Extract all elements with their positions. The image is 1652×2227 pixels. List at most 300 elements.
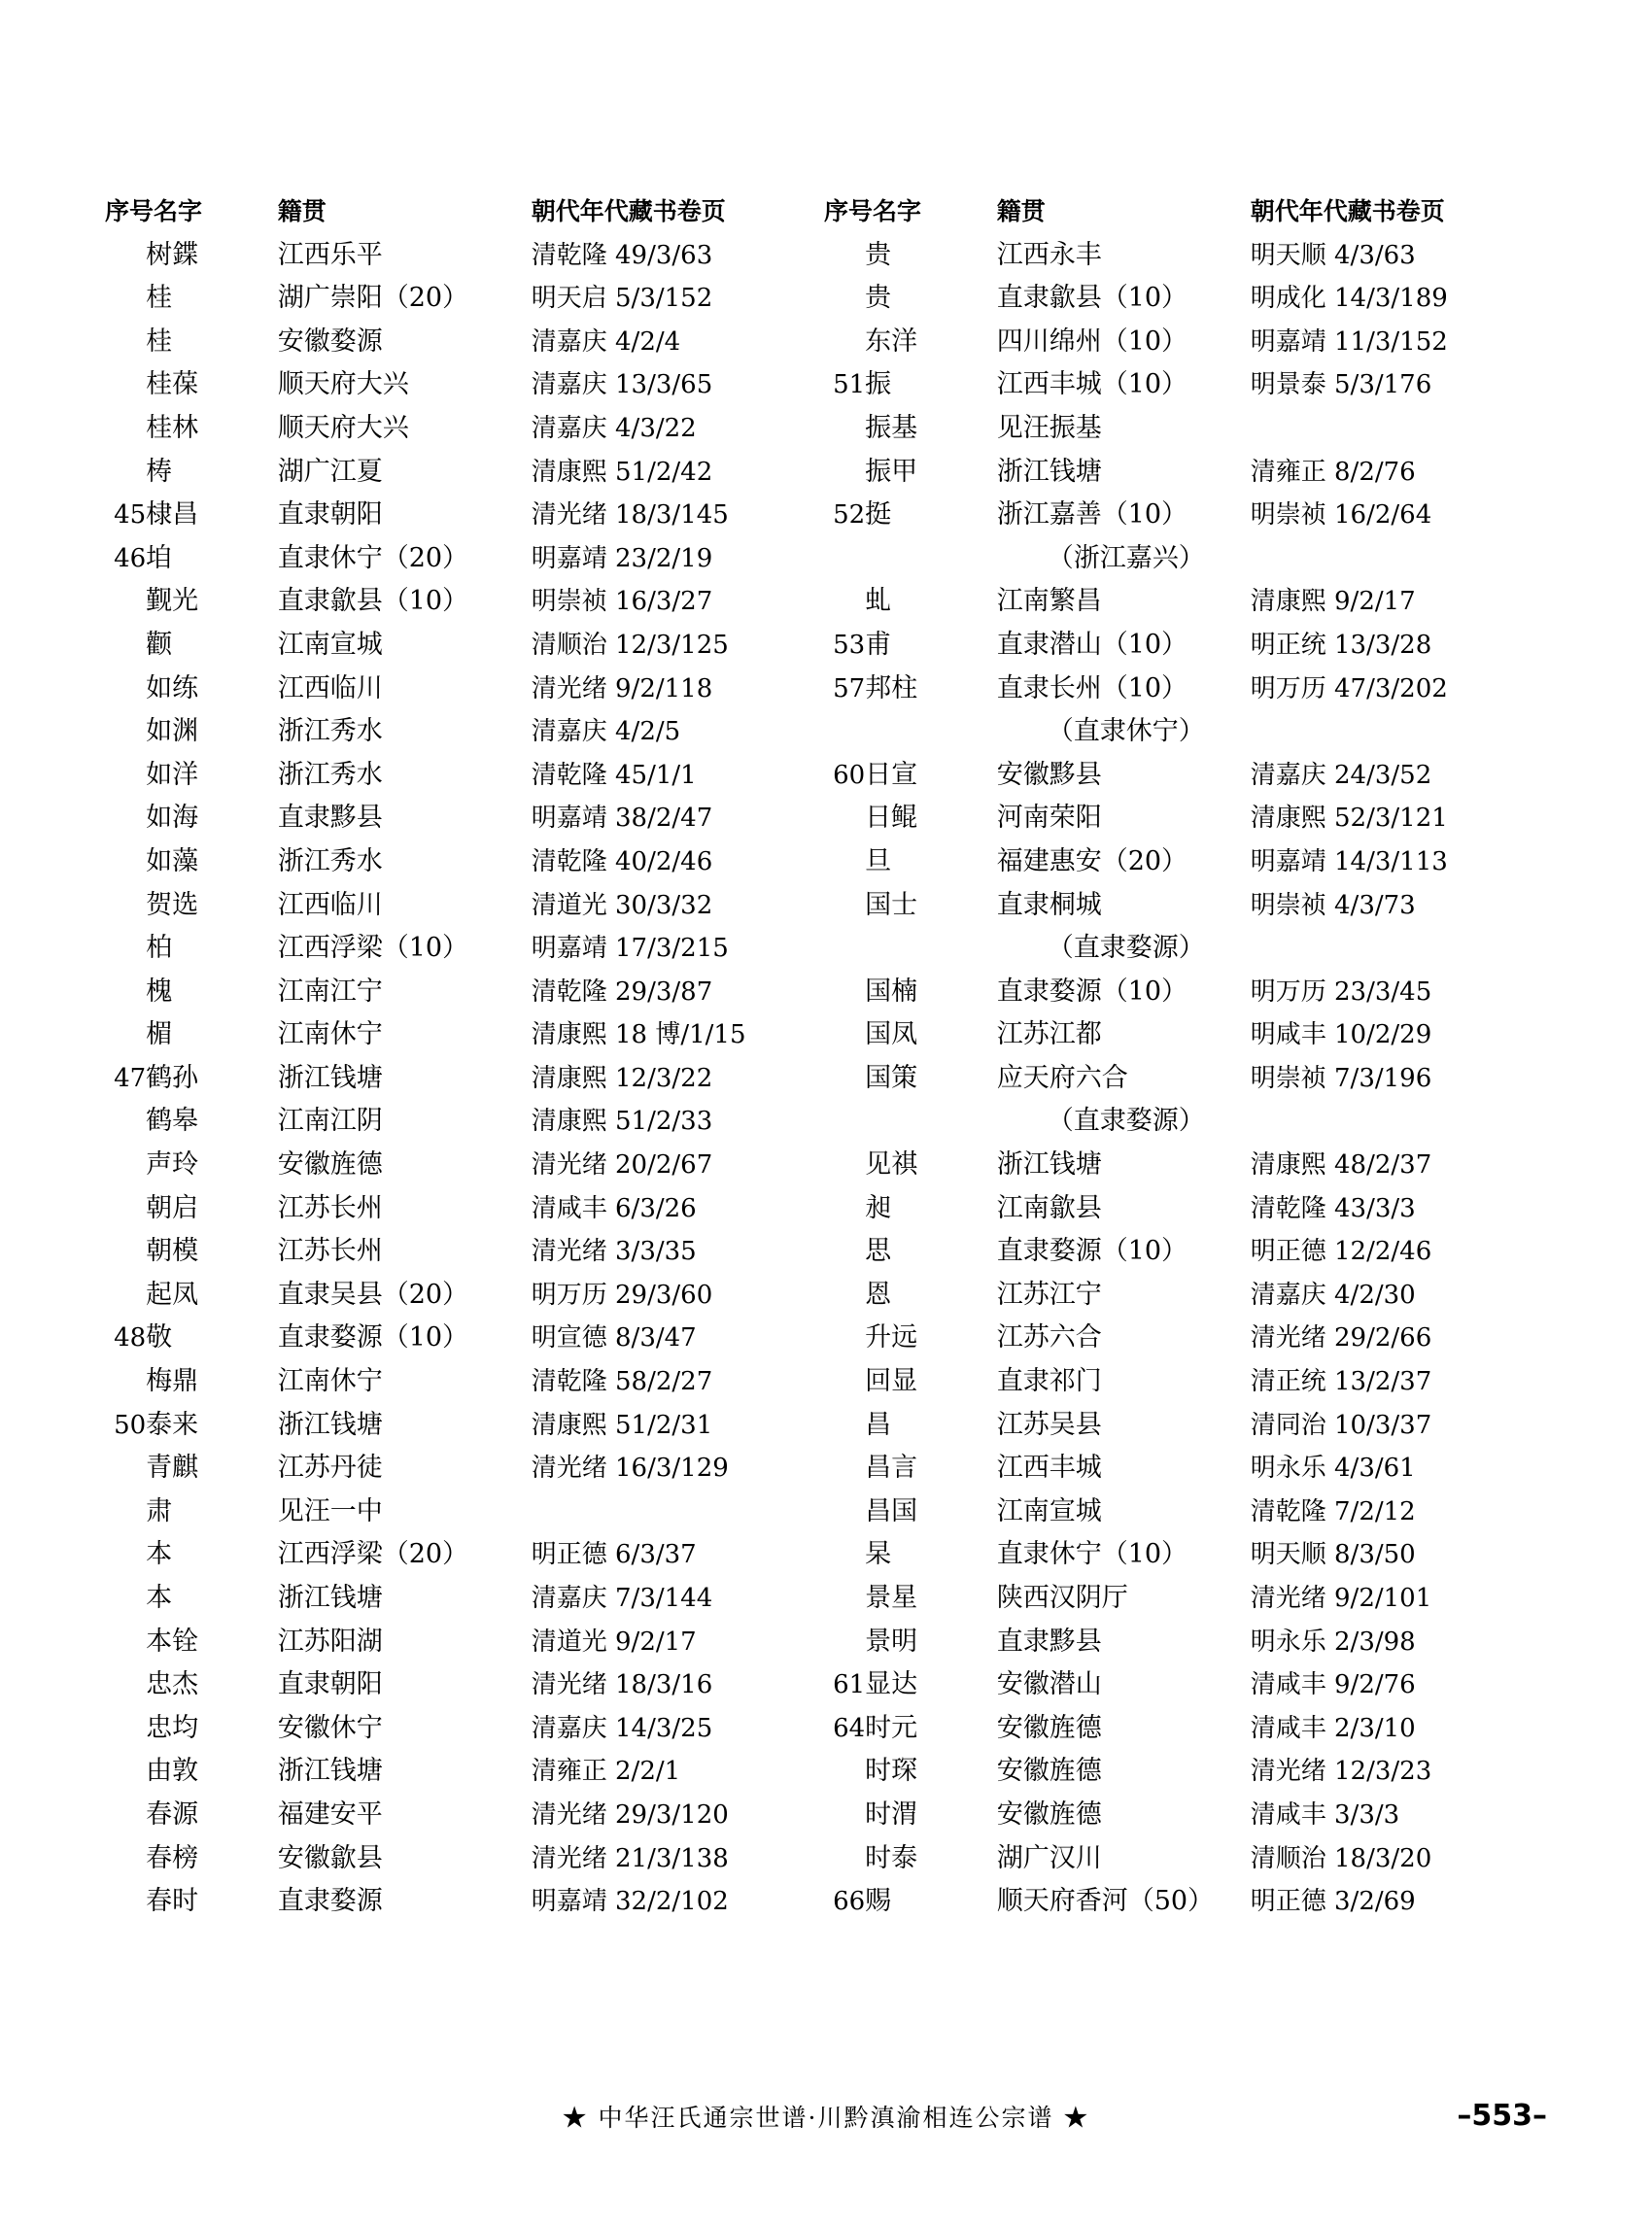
row-origin: 应天府六合 — [996, 1062, 1128, 1093]
header-seq-name-left: 序号名字 — [105, 197, 203, 225]
row-person-name: 振甲 — [865, 456, 918, 487]
row-reference: 明嘉靖 23/2/19 — [531, 543, 713, 573]
row-origin: 浙江钱塘 — [277, 1756, 383, 1787]
row-origin: 浙江钱塘 — [277, 1062, 383, 1093]
row-person-name: 树鍱 — [146, 239, 199, 270]
row-sequence-number — [105, 1013, 146, 1057]
row-reference: 清顺治 12/3/125 — [531, 630, 729, 660]
row-origin: 顺天府大兴 — [277, 412, 409, 443]
row-person-name: 朝启 — [146, 1192, 199, 1223]
row-person-name: 桂葆 — [146, 369, 199, 400]
row-sequence-number — [105, 1837, 146, 1881]
row-reference — [1251, 927, 1543, 971]
row-sequence-number — [824, 1404, 865, 1448]
table-row — [824, 1577, 1543, 1621]
row-reference: 明嘉靖 38/2/47 — [531, 804, 713, 834]
row-sequence-number — [105, 710, 146, 754]
row-origin: 江南宣城 — [996, 1495, 1102, 1526]
row-origin: 直隶朝阳 — [277, 499, 383, 531]
table-row — [824, 668, 1543, 711]
index-columns — [0, 190, 1652, 1924]
row-origin: 湖广崇阳（20） — [277, 283, 469, 314]
header-origin-right: 籍贯 — [996, 197, 1046, 225]
row-person-name: 春时 — [146, 1886, 199, 1917]
row-reference: 清道光 30/3/32 — [531, 890, 713, 920]
row-reference: 明成化 14/3/189 — [1250, 284, 1448, 314]
row-origin: 浙江钱塘 — [996, 1149, 1102, 1181]
right-table-body — [824, 234, 1543, 1924]
row-reference: 明万历 29/3/60 — [531, 1280, 713, 1310]
row-person-name: 梼 — [146, 456, 173, 487]
row-reference — [1251, 407, 1543, 451]
row-sequence-number — [824, 1317, 865, 1360]
table-row — [105, 1533, 824, 1577]
row-person-name: 时渭 — [865, 1799, 918, 1830]
row-origin: 直隶歙县（10） — [277, 586, 469, 617]
table-row — [824, 363, 1543, 407]
row-origin: 安徽旌德 — [996, 1712, 1102, 1743]
row-person-name: 昌 — [865, 1409, 892, 1440]
row-reference: 清光绪 29/3/120 — [531, 1799, 729, 1830]
row-sequence-number — [105, 1230, 146, 1274]
table-row — [824, 1490, 1543, 1534]
row-reference: 明崇祯 7/3/196 — [1250, 1063, 1432, 1093]
row-person-name: 如海 — [146, 803, 199, 834]
row-reference: 明永乐 2/3/98 — [1250, 1627, 1416, 1657]
row-origin: 江苏丹徒 — [277, 1453, 383, 1484]
row-sequence-number: 53 — [833, 630, 866, 660]
row-sequence-number — [824, 971, 865, 1014]
table-row — [824, 234, 1543, 278]
row-reference: 明天启 5/3/152 — [531, 284, 713, 314]
table-row — [824, 1707, 1543, 1751]
row-origin: 江西永丰 — [996, 239, 1102, 270]
row-person-name: 振 — [865, 369, 892, 400]
row-sequence-number: 50 — [114, 1410, 147, 1440]
table-row — [105, 1447, 824, 1490]
row-person-name: 虬 — [865, 586, 892, 617]
row-sequence-number — [105, 1663, 146, 1707]
row-person-name: 棣昌 — [146, 499, 199, 531]
row-person-name: 忠均 — [146, 1712, 199, 1743]
row-sequence-number — [824, 1360, 865, 1404]
row-reference: 清乾隆 29/3/87 — [531, 976, 713, 1007]
table-row — [824, 1230, 1543, 1274]
row-origin: 直隶吴县（20） — [277, 1279, 469, 1310]
table-row — [105, 840, 824, 884]
row-sequence-number — [824, 1057, 865, 1101]
row-reference: 清嘉庆 4/2/30 — [1250, 1280, 1416, 1310]
table-row — [105, 494, 824, 537]
row-reference: 清康熙 51/2/33 — [531, 1107, 713, 1137]
row-reference: 明嘉靖 14/3/113 — [1250, 846, 1448, 876]
row-person-name: 升远 — [865, 1322, 918, 1353]
table-row — [105, 1880, 824, 1924]
row-reference: 清雍正 8/2/76 — [1250, 457, 1416, 487]
row-person-name: 桂 — [146, 283, 173, 314]
row-reference — [1251, 710, 1543, 754]
row-reference: 清康熙 51/2/31 — [531, 1410, 713, 1440]
row-sequence-number — [824, 580, 865, 624]
row-sequence-number — [105, 1490, 146, 1534]
row-sequence-number — [824, 1533, 865, 1577]
row-person-name: 本 — [146, 1583, 173, 1613]
table-row — [105, 451, 824, 495]
row-origin: 安徽旌德 — [996, 1799, 1102, 1830]
row-sequence-number — [824, 1621, 865, 1664]
row-person-name: 日宣 — [865, 759, 918, 790]
row-reference: 明万历 47/3/202 — [1250, 673, 1448, 703]
row-person-name: 邦柱 — [865, 672, 918, 703]
footer-title: ★ 中华汪氏通宗世谱·川黔滇渝相连公宗谱 ★ — [562, 2104, 1090, 2132]
row-sequence-number: 46 — [114, 543, 147, 573]
row-reference: 清咸丰 3/3/3 — [1250, 1799, 1400, 1830]
row-reference: 清康熙 9/2/17 — [1250, 587, 1416, 617]
table-row — [105, 1663, 824, 1707]
row-reference: 清康熙 51/2/42 — [531, 457, 713, 487]
table-row — [105, 1274, 824, 1318]
row-origin: 江南歙县 — [996, 1192, 1102, 1223]
row-person-name: 国士 — [865, 889, 918, 920]
table-row — [105, 754, 824, 798]
row-sequence-number — [824, 407, 865, 451]
table-row — [105, 797, 824, 840]
table-row — [105, 1577, 824, 1621]
row-sequence-number — [824, 840, 865, 884]
row-reference: 明正德 12/2/46 — [1250, 1237, 1432, 1267]
row-sequence-number — [105, 234, 146, 278]
row-reference — [1251, 537, 1543, 581]
row-sequence-number — [105, 1447, 146, 1490]
table-row — [105, 624, 824, 668]
header-seq-name-right: 序号名字 — [824, 197, 922, 225]
row-person-name: 思 — [865, 1236, 892, 1267]
row-sequence-number — [824, 710, 865, 754]
row-origin: 安徽潜山 — [996, 1669, 1102, 1700]
row-origin: 安徽歙县 — [277, 1842, 383, 1873]
row-origin: 直隶婺源（10） — [996, 976, 1188, 1007]
row-origin: 见汪振基 — [996, 412, 1102, 443]
row-sequence-number: 52 — [833, 500, 866, 531]
row-person-name: 桂林 — [146, 412, 199, 443]
row-origin: 安徽婺源 — [277, 325, 383, 357]
row-reference: 清康熙 52/3/121 — [1250, 804, 1448, 834]
row-sequence-number: 51 — [833, 370, 866, 400]
table-row — [105, 927, 824, 971]
row-person-name: 敬 — [146, 1322, 173, 1353]
row-origin: 直隶婺源（10） — [277, 1322, 469, 1353]
row-sequence-number: 60 — [833, 760, 866, 790]
row-sequence-number — [105, 407, 146, 451]
table-row — [105, 884, 824, 928]
row-sequence-number — [824, 1490, 865, 1534]
right-column-block — [824, 190, 1543, 1924]
row-origin: 直隶长州（10） — [996, 672, 1188, 703]
row-origin: 江南江宁 — [277, 976, 383, 1007]
table-row — [824, 1750, 1543, 1794]
page-number: –553– — [1457, 2099, 1547, 2133]
row-reference: 清乾隆 43/3/3 — [1250, 1193, 1416, 1223]
row-person-name: 桂 — [146, 325, 173, 357]
row-sequence-number — [105, 840, 146, 884]
table-row — [105, 1187, 824, 1231]
row-reference: 明咸丰 10/2/29 — [1250, 1020, 1432, 1050]
row-origin: 江西丰城 — [996, 1453, 1102, 1484]
row-person-name: 朝模 — [146, 1236, 199, 1267]
table-row — [105, 407, 824, 451]
row-reference: 明永乐 4/3/61 — [1250, 1454, 1416, 1484]
row-person-name: 青麒 — [146, 1453, 199, 1484]
row-sequence-number — [105, 754, 146, 798]
table-row — [105, 668, 824, 711]
row-origin: 直隶潜山（10） — [996, 629, 1188, 660]
row-reference: 清光绪 18/3/16 — [531, 1670, 713, 1700]
table-row — [105, 1100, 824, 1144]
row-sequence-number — [105, 1750, 146, 1794]
row-origin: 江西乐平 — [277, 239, 383, 270]
row-sequence-number — [105, 1533, 146, 1577]
row-person-name: 声玲 — [146, 1149, 199, 1181]
row-person-name: 杲 — [865, 1539, 892, 1570]
row-sequence-number: 66 — [833, 1887, 866, 1917]
row-person-name: 时泰 — [865, 1842, 918, 1873]
header-origin-left: 籍贯 — [277, 197, 327, 225]
row-sequence-number — [105, 797, 146, 840]
page-footer — [0, 2099, 1652, 2138]
row-origin: 直隶黟县 — [277, 803, 383, 834]
right-table-header-row — [824, 190, 1543, 234]
row-person-name: 如渊 — [146, 716, 199, 747]
row-reference: 清同治 10/3/37 — [1250, 1410, 1432, 1440]
row-sequence-number — [105, 1144, 146, 1187]
row-origin: 江苏江都 — [996, 1019, 1102, 1050]
table-row — [824, 971, 1543, 1014]
row-reference: 明正统 13/3/28 — [1250, 630, 1432, 660]
row-person-name: 起凤 — [146, 1279, 199, 1310]
row-person-name: 日鲲 — [865, 803, 918, 834]
row-origin: 浙江秀水 — [277, 759, 383, 790]
row-reference: 清雍正 2/2/1 — [531, 1757, 681, 1787]
row-origin: 江南繁昌 — [996, 586, 1102, 617]
row-origin: 直隶休宁（20） — [277, 542, 469, 573]
row-sequence-number: 57 — [833, 673, 866, 703]
row-reference: 清光绪 18/3/145 — [531, 500, 729, 531]
row-reference: 清咸丰 6/3/26 — [531, 1193, 697, 1223]
table-row — [824, 624, 1543, 668]
table-row — [105, 321, 824, 364]
row-person-name: 本 — [146, 1539, 173, 1570]
table-row — [824, 884, 1543, 928]
row-origin: 江西临川 — [277, 672, 383, 703]
table-row — [105, 234, 824, 278]
row-origin: 直隶桐城 — [996, 889, 1102, 920]
table-row — [105, 1013, 824, 1057]
row-origin: 浙江钱塘 — [277, 1583, 383, 1613]
table-row — [824, 1013, 1543, 1057]
row-origin: 直隶歙县（10） — [996, 283, 1188, 314]
row-person-name: 肃 — [146, 1495, 173, 1526]
row-reference: 清嘉庆 14/3/25 — [531, 1713, 713, 1743]
row-origin: 江南休宁 — [277, 1019, 383, 1050]
row-person-name: 如练 — [146, 672, 199, 703]
row-reference: 清咸丰 2/3/10 — [1250, 1713, 1416, 1743]
row-reference: 明天顺 4/3/63 — [1250, 240, 1416, 270]
row-person-name: 颧 — [146, 629, 173, 660]
row-person-name: 鹤皋 — [146, 1106, 199, 1137]
table-row — [824, 1447, 1543, 1490]
row-person-name: 甫 — [865, 629, 892, 660]
row-person-name: 由敦 — [146, 1756, 199, 1787]
row-person-name: 昌言 — [865, 1453, 918, 1484]
row-reference: 明嘉靖 32/2/102 — [531, 1887, 729, 1917]
row-person-name: 显达 — [865, 1669, 918, 1700]
row-sequence-number — [105, 927, 146, 971]
row-origin: 江苏吴县 — [996, 1409, 1102, 1440]
row-sequence-number — [824, 1274, 865, 1318]
row-sequence-number — [824, 1013, 865, 1057]
row-person-name: 垍 — [146, 542, 173, 573]
row-sequence-number — [105, 884, 146, 928]
row-reference: 清嘉庆 7/3/144 — [531, 1584, 713, 1613]
row-sequence-number — [105, 624, 146, 668]
table-row — [824, 537, 1543, 581]
row-person-name: 时琛 — [865, 1756, 918, 1787]
row-person-name: 振基 — [865, 412, 918, 443]
row-origin: 湖广江夏 — [277, 456, 383, 487]
row-sequence-number — [105, 363, 146, 407]
row-sequence-number — [824, 1230, 865, 1274]
row-person-name: 春榜 — [146, 1842, 199, 1873]
row-sequence-number — [824, 1794, 865, 1837]
row-reference: 明景泰 5/3/176 — [1250, 370, 1432, 400]
table-row — [105, 537, 824, 581]
row-person-name: 恩 — [865, 1279, 892, 1310]
row-origin: 直隶婺源（10） — [996, 1236, 1188, 1267]
table-row — [824, 1317, 1543, 1360]
row-reference: 明崇祯 4/3/73 — [1250, 890, 1416, 920]
row-person-name: 泰来 — [146, 1409, 199, 1440]
table-row — [824, 1663, 1543, 1707]
row-reference: 清乾隆 58/2/27 — [531, 1367, 713, 1397]
row-person-name: 贺选 — [146, 889, 199, 920]
row-person-name: 如藻 — [146, 845, 199, 876]
table-row — [105, 277, 824, 321]
row-reference: 清嘉庆 4/2/5 — [531, 717, 681, 747]
row-reference: 明正德 3/2/69 — [1250, 1887, 1416, 1917]
right-index-table — [824, 190, 1543, 1924]
table-row — [824, 321, 1543, 364]
row-origin: 直隶休宁（10） — [996, 1539, 1188, 1570]
row-reference: 清光绪 9/2/101 — [1250, 1584, 1432, 1613]
table-row — [824, 580, 1543, 624]
row-reference: 明宣德 8/3/47 — [531, 1323, 697, 1353]
table-row — [105, 710, 824, 754]
row-origin: （直隶休宁） — [1047, 716, 1205, 747]
row-reference: 清道光 9/2/17 — [531, 1627, 697, 1657]
left-index-table — [105, 190, 824, 1924]
row-sequence-number — [824, 1100, 865, 1144]
row-sequence-number — [105, 451, 146, 495]
row-origin: 浙江秀水 — [277, 716, 383, 747]
row-person-name: 昶 — [865, 1192, 892, 1223]
row-person-name: 梅鼎 — [146, 1366, 199, 1397]
row-sequence-number: 48 — [114, 1323, 147, 1353]
row-reference: 清光绪 3/3/35 — [531, 1237, 697, 1267]
table-row — [824, 1144, 1543, 1187]
table-row — [105, 1707, 824, 1751]
row-origin: 陕西汉阴厅 — [996, 1583, 1128, 1613]
row-reference: 明万历 23/3/45 — [1250, 976, 1432, 1007]
row-origin: 福建惠安（20） — [996, 845, 1188, 876]
row-person-name: 本铨 — [146, 1626, 199, 1657]
row-sequence-number — [105, 971, 146, 1014]
row-origin: 江南休宁 — [277, 1366, 383, 1397]
row-person-name: 回显 — [865, 1366, 918, 1397]
table-row — [824, 1057, 1543, 1101]
row-origin: 江西临川 — [277, 889, 383, 920]
row-reference: 明崇祯 16/3/27 — [531, 587, 713, 617]
row-origin: 顺天府大兴 — [277, 369, 409, 400]
table-row — [105, 1750, 824, 1794]
table-row — [105, 363, 824, 407]
row-reference: 清嘉庆 4/2/4 — [531, 326, 681, 357]
row-reference: 清嘉庆 13/3/65 — [531, 370, 713, 400]
row-person-name: 赐 — [865, 1886, 892, 1917]
row-person-name: 忠杰 — [146, 1669, 199, 1700]
row-reference: 清嘉庆 4/3/22 — [531, 413, 697, 443]
row-person-name: 贵 — [865, 239, 892, 270]
row-reference: 清康熙 18 博/1/15 — [531, 1020, 746, 1050]
row-sequence-number: 64 — [833, 1713, 866, 1743]
row-reference: 清乾隆 49/3/63 — [531, 240, 713, 270]
row-person-name — [865, 927, 997, 971]
table-row — [824, 1274, 1543, 1318]
row-reference: 清光绪 20/2/67 — [531, 1150, 713, 1181]
table-row — [105, 1490, 824, 1534]
row-origin: 江西丰城（10） — [996, 369, 1188, 400]
row-reference: 清光绪 16/3/129 — [531, 1454, 729, 1484]
table-row — [105, 1230, 824, 1274]
row-reference: 清咸丰 9/2/76 — [1250, 1670, 1416, 1700]
row-origin: 浙江钱塘 — [277, 1409, 383, 1440]
row-reference: 清乾隆 40/2/46 — [531, 846, 713, 876]
table-row — [105, 1621, 824, 1664]
left-column-block — [105, 190, 824, 1924]
row-origin: 江苏六合 — [996, 1322, 1102, 1353]
row-origin: 四川绵州（10） — [996, 325, 1188, 357]
row-person-name: 东洋 — [865, 325, 918, 357]
row-reference: 清康熙 48/2/37 — [1250, 1150, 1432, 1181]
row-sequence-number — [824, 1577, 865, 1621]
row-sequence-number — [824, 277, 865, 321]
row-reference: 清康熙 12/3/22 — [531, 1063, 713, 1093]
row-person-name: 国策 — [865, 1062, 918, 1093]
row-person-name: 鹤孙 — [146, 1062, 199, 1093]
row-person-name: 春源 — [146, 1799, 199, 1830]
row-origin: 江南宣城 — [277, 629, 383, 660]
row-origin: 浙江秀水 — [277, 845, 383, 876]
table-row — [824, 1360, 1543, 1404]
row-reference: 清光绪 29/2/66 — [1250, 1323, 1432, 1353]
row-sequence-number — [824, 451, 865, 495]
row-sequence-number — [824, 537, 865, 581]
row-origin: 江苏长州 — [277, 1192, 383, 1223]
row-sequence-number — [105, 1360, 146, 1404]
table-row — [105, 1317, 824, 1360]
row-origin: 江西浮梁（10） — [277, 933, 469, 964]
left-table-header-row — [105, 190, 824, 234]
row-sequence-number — [824, 884, 865, 928]
